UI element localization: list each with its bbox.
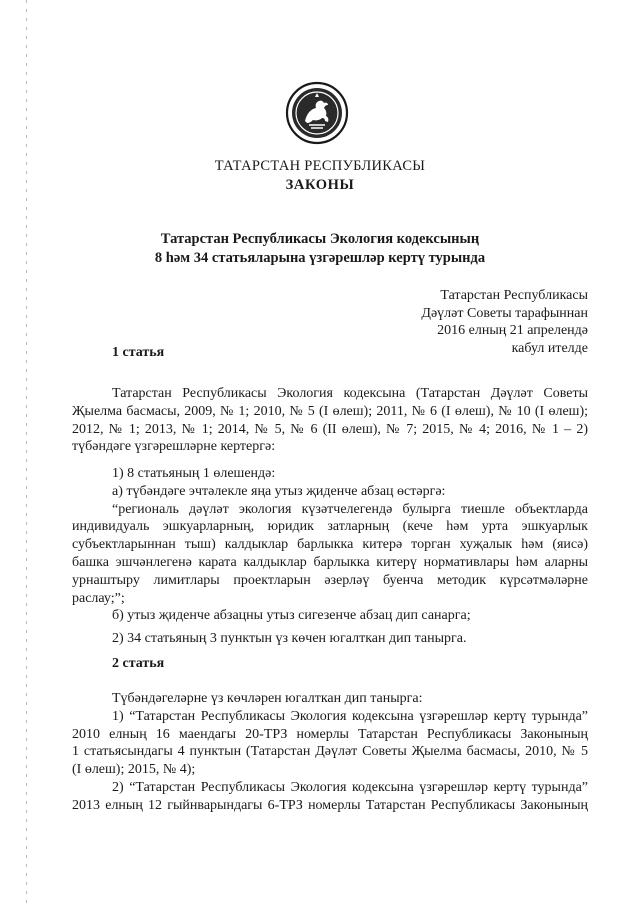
article-1-changes xyxy=(72,465,588,625)
text-line: 1 статьясындагы 4 пунктын (Татарстан Дәүләт Советы Җыелма басмасы, 2010, № 5 xyxy=(72,744,588,760)
text-line: субъектларыннан тыш) калдыклар барлыкка китерә торган хуҗалык һәм (яисә) xyxy=(72,537,588,553)
scan-edge-artifact xyxy=(26,0,27,905)
adoption-line: 2016 елның 21 апрелендә xyxy=(437,323,588,339)
adoption-line: Татарстан Республикасы xyxy=(440,288,588,303)
republic-name: ТАТАРСТАН РЕСПУБЛИКАСЫ xyxy=(214,158,426,174)
text-line: индивидуаль эшкуарларның, юридик затларның (кече һәм урта эшкуарлык xyxy=(72,519,588,535)
text-line: 1) “Татарстан Республикасы Экология кодексына үзгәрешләр кертү турында” xyxy=(112,708,588,724)
text-line: 2) “Татарстан Республикасы Экология кодексына үзгәрешләр кертү турында” xyxy=(112,779,588,795)
adoption-line: кабул ителде xyxy=(511,340,588,356)
article-2-heading: 2 статья xyxy=(112,656,165,671)
adoption-note xyxy=(421,287,588,357)
text-line: 2012, № 1; 2013, № 1; 2014, № 5, № 6 (II өлеш), № 7; 2015, № 4; 2016, № 1 – 2) xyxy=(72,421,588,437)
text-line: 2010 елның 16 маендагы 20-ТРЗ номерлы Татарстан Республикасы Законының xyxy=(72,726,588,742)
text-line: раслау;”; xyxy=(72,590,125,606)
law-title xyxy=(0,230,640,268)
text-line: Җыелма басмасы, 2009, № 1; 2010, № 5 (I өлеш); 2011, № 6 (I өлеш), № 10 (I өлеш); xyxy=(72,403,588,419)
text-line: урнаштыру лимитлары проектларын әзерләү буенча методик күрсәтмәләрне xyxy=(72,572,588,588)
text-line: Түбәндәгеләрне үз көчләрен югалткан дип танырга: xyxy=(112,691,423,706)
law-title-line: Татарстан Республикасы Экология кодексының xyxy=(160,231,480,247)
law-word: ЗАКОНЫ xyxy=(285,177,355,193)
text-line: түбәндәге үзгәрешләрне кертергә: xyxy=(72,439,276,455)
text-line: (I өлеш); 2015, № 4); xyxy=(72,762,196,778)
text-line: б) утыз җиденче абзацны утыз сигезенче абзац дип санарга; xyxy=(112,608,471,624)
text-line: Татарстан Республикасы Экология кодексына (Татарстан Дәүләт Советы xyxy=(112,386,588,401)
adoption-line: Дәүләт Советы тарафыннан xyxy=(421,305,588,321)
text-line: башка эшчәнлегенә карата калдыклар барлыкка китерү нормативлары һәм аларны xyxy=(72,554,588,570)
article-1-intro xyxy=(72,385,588,456)
tatarstan-emblem-icon xyxy=(285,81,349,145)
text-line: 2) 34 статьяның 3 пунктын үз көчен югалткан дип танырга. xyxy=(112,631,467,646)
text-line: а) түбәндәге эчтәлекле яңа утыз җиденче абзац өстәргә: xyxy=(112,483,446,499)
article-1-item-2 xyxy=(72,630,588,648)
text-line: “региональ дәүләт экология күзәтчелегендә булырга тиешле объектларда xyxy=(112,501,588,517)
article-1-heading: 1 статья xyxy=(112,345,165,360)
law-title-line: 8 һәм 34 статьяларына үзгәрешләр кертү турында xyxy=(154,250,486,266)
text-line: 2013 елның 12 гыйнварындагы 6-ТРЗ номерлы Татарстан Республикасы Законының xyxy=(72,797,588,813)
article-2-body xyxy=(72,690,588,815)
text-line: 1) 8 статьяның 1 өлешендә: xyxy=(112,466,276,481)
